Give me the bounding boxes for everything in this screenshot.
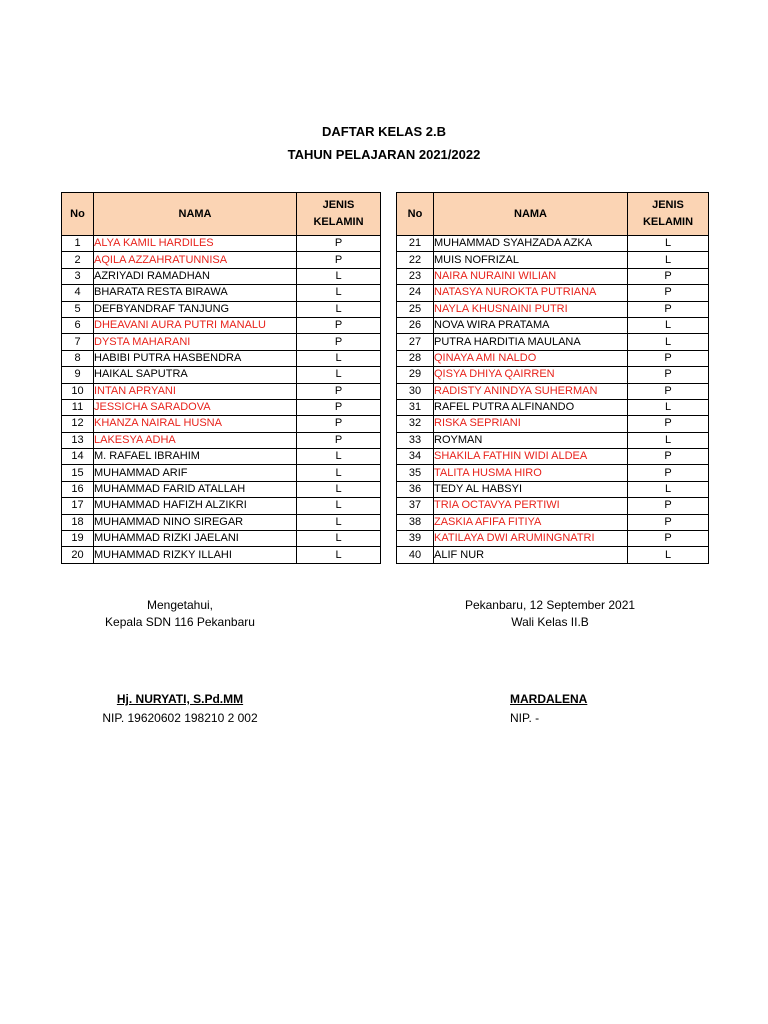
student-gender: P	[297, 317, 381, 333]
header-gender-line1: JENIS	[322, 199, 355, 211]
student-name: QINAYA AMI NALDO	[434, 350, 628, 366]
student-no: 9	[62, 367, 94, 383]
student-name: PUTRA HARDITIA MAULANA	[434, 334, 628, 350]
student-no: 15	[62, 465, 94, 481]
table-row	[397, 252, 709, 268]
table-row	[397, 514, 709, 530]
table-row	[62, 399, 381, 415]
header-name: NAMA	[94, 193, 297, 236]
student-name: TRIA OCTAVYA PERTIWI	[434, 498, 628, 514]
student-gender: L	[297, 514, 381, 530]
table-row	[62, 416, 381, 432]
student-gender: P	[628, 531, 709, 547]
right-signature-line2: Wali Kelas II.B	[511, 615, 589, 629]
student-no: 2	[62, 252, 94, 268]
student-name: MUHAMMAD ARIF	[94, 465, 297, 481]
student-name: SHAKILA FATHIN WIDI ALDEA	[434, 449, 628, 465]
table-row	[397, 236, 709, 252]
student-gender: P	[297, 236, 381, 252]
table-row	[62, 465, 381, 481]
student-gender: P	[628, 465, 709, 481]
header-gender-line2: KELAMIN	[642, 216, 694, 228]
student-no: 36	[397, 481, 434, 497]
student-name: MUIS NOFRIZAL	[434, 252, 628, 268]
student-no: 31	[397, 399, 434, 415]
student-name: HAIKAL SAPUTRA	[94, 367, 297, 383]
student-no: 38	[397, 514, 434, 530]
student-name: INTAN APRYANI	[94, 383, 297, 399]
header-no: No	[62, 193, 94, 236]
right-signatory-nip: NIP. -	[510, 711, 540, 725]
student-name: RISKA SEPRIANI	[434, 416, 628, 432]
table-header-row	[397, 193, 709, 236]
student-name: BHARATA RESTA BIRAWA	[94, 285, 297, 301]
student-gender: L	[628, 317, 709, 333]
table-row	[62, 432, 381, 448]
student-no: 18	[62, 514, 94, 530]
table-row	[62, 367, 381, 383]
student-gender: P	[628, 383, 709, 399]
student-name: KATILAYA DWI ARUMINGNATRI	[434, 531, 628, 547]
table-row	[397, 367, 709, 383]
student-name: NAYLA KHUSNAINI PUTRI	[434, 301, 628, 317]
student-gender: P	[297, 416, 381, 432]
table-row	[62, 383, 381, 399]
table-row	[397, 465, 709, 481]
student-no: 11	[62, 399, 94, 415]
table-row	[397, 285, 709, 301]
student-gender: L	[297, 465, 381, 481]
table-row	[62, 301, 381, 317]
student-no: 21	[397, 236, 434, 252]
student-name: LAKESYA ADHA	[94, 432, 297, 448]
student-no: 3	[62, 268, 94, 284]
student-no: 12	[62, 416, 94, 432]
table-row	[62, 498, 381, 514]
student-gender: P	[297, 252, 381, 268]
student-gender: L	[297, 498, 381, 514]
student-no: 40	[397, 547, 434, 563]
student-name: DHEAVANI AURA PUTRI MANALU	[94, 317, 297, 333]
table-row	[397, 432, 709, 448]
left-signature-line2: Kepala SDN 116 Pekanbaru	[105, 615, 255, 629]
table-row	[397, 268, 709, 284]
student-gender: P	[628, 268, 709, 284]
left-signature-line1: Mengetahui,	[146, 598, 214, 612]
student-name: MUHAMMAD SYAHZADA AZKA	[434, 236, 628, 252]
right-signatory-name: MARDALENA	[510, 692, 588, 706]
student-name: ALIF NUR	[434, 547, 628, 563]
page-subtitle: TAHUN PELAJARAN 2021/2022	[287, 147, 481, 162]
student-no: 32	[397, 416, 434, 432]
student-gender: L	[297, 285, 381, 301]
table-header-row	[62, 193, 381, 236]
student-name: KHANZA NAIRAL HUSNA	[94, 416, 297, 432]
student-no: 25	[397, 301, 434, 317]
student-no: 1	[62, 236, 94, 252]
student-name: AZRIYADI RAMADHAN	[94, 268, 297, 284]
header-gender	[297, 193, 381, 236]
student-no: 6	[62, 317, 94, 333]
table-row	[62, 317, 381, 333]
student-name: DYSTA MAHARANI	[94, 334, 297, 350]
student-name: ZASKIA AFIFA FITIYA	[434, 514, 628, 530]
student-no: 13	[62, 432, 94, 448]
student-gender: L	[628, 547, 709, 563]
student-no: 8	[62, 350, 94, 366]
student-no: 20	[62, 547, 94, 563]
student-name: MUHAMMAD FARID ATALLAH	[94, 481, 297, 497]
student-no: 30	[397, 383, 434, 399]
student-table-right	[396, 192, 709, 564]
student-no: 7	[62, 334, 94, 350]
student-gender: P	[628, 367, 709, 383]
student-no: 26	[397, 317, 434, 333]
student-name: RADISTY ANINDYA SUHERMAN	[434, 383, 628, 399]
table-row	[62, 449, 381, 465]
student-no: 10	[62, 383, 94, 399]
student-name: NAIRA NURAINI WILIAN	[434, 268, 628, 284]
student-name: AQILA AZZAHRATUNNISA	[94, 252, 297, 268]
table-row	[62, 268, 381, 284]
table-row	[62, 514, 381, 530]
student-no: 35	[397, 465, 434, 481]
student-name: TEDY AL HABSYI	[434, 481, 628, 497]
table-row	[62, 547, 381, 563]
student-gender: P	[297, 399, 381, 415]
table-row	[62, 531, 381, 547]
student-no: 5	[62, 301, 94, 317]
student-no: 17	[62, 498, 94, 514]
student-gender: P	[628, 498, 709, 514]
student-gender: L	[297, 481, 381, 497]
right-signature-line1: Pekanbaru, 12 September 2021	[464, 598, 636, 612]
student-table-left	[61, 192, 381, 564]
table-row	[62, 481, 381, 497]
student-gender: L	[297, 449, 381, 465]
table-row	[397, 449, 709, 465]
student-no: 27	[397, 334, 434, 350]
student-gender: P	[628, 514, 709, 530]
table-row	[397, 383, 709, 399]
student-gender: P	[628, 285, 709, 301]
student-gender: L	[297, 350, 381, 366]
student-name: M. RAFAEL IBRAHIM	[94, 449, 297, 465]
table-row	[62, 350, 381, 366]
header-gender-line2: KELAMIN	[313, 216, 364, 228]
student-gender: P	[297, 383, 381, 399]
student-name: MUHAMMAD RIZKY ILLAHI	[94, 547, 297, 563]
table-row	[397, 547, 709, 563]
student-no: 22	[397, 252, 434, 268]
student-gender: L	[297, 547, 381, 563]
student-no: 39	[397, 531, 434, 547]
table-row	[62, 252, 381, 268]
student-no: 19	[62, 531, 94, 547]
student-gender: P	[628, 416, 709, 432]
student-name: HABIBI PUTRA HASBENDRA	[94, 350, 297, 366]
student-no: 34	[397, 449, 434, 465]
header-gender-line1: JENIS	[652, 199, 684, 211]
table-row	[397, 531, 709, 547]
student-gender: L	[297, 367, 381, 383]
student-name: MUHAMMAD RIZKI JAELANI	[94, 531, 297, 547]
student-gender: L	[628, 481, 709, 497]
header-no: No	[397, 193, 434, 236]
student-no: 33	[397, 432, 434, 448]
table-row	[397, 350, 709, 366]
student-no: 24	[397, 285, 434, 301]
student-no: 4	[62, 285, 94, 301]
student-no: 37	[397, 498, 434, 514]
header-gender	[628, 193, 709, 236]
student-gender: P	[628, 449, 709, 465]
table-row	[62, 285, 381, 301]
left-signatory-nip: NIP. 19620602 198210 2 002	[102, 711, 258, 725]
table-row	[397, 416, 709, 432]
student-gender: L	[297, 268, 381, 284]
student-name: ROYMAN	[434, 432, 628, 448]
table-row	[62, 236, 381, 252]
table-row	[397, 334, 709, 350]
page-title: DAFTAR KELAS 2.B	[322, 124, 446, 139]
student-gender: P	[628, 301, 709, 317]
student-gender: L	[628, 334, 709, 350]
student-name: NATASYA NUROKTA PUTRIANA	[434, 285, 628, 301]
student-name: RAFEL PUTRA ALFINANDO	[434, 399, 628, 415]
student-name: QISYA DHIYA QAIRREN	[434, 367, 628, 383]
student-gender: L	[628, 399, 709, 415]
student-rows-left	[62, 236, 381, 564]
student-no: 23	[397, 268, 434, 284]
student-no: 29	[397, 367, 434, 383]
table-row	[397, 399, 709, 415]
student-name: ALYA KAMIL HARDILES	[94, 236, 297, 252]
student-no: 16	[62, 481, 94, 497]
table-row	[397, 317, 709, 333]
student-gender: L	[628, 236, 709, 252]
left-signatory-name: Hj. NURYATI, S.Pd.MM	[116, 692, 244, 706]
table-row	[397, 481, 709, 497]
table-row	[397, 498, 709, 514]
student-gender: L	[297, 531, 381, 547]
table-row	[62, 334, 381, 350]
student-gender: P	[297, 432, 381, 448]
student-gender: P	[297, 334, 381, 350]
student-no: 14	[62, 449, 94, 465]
student-gender: L	[628, 432, 709, 448]
student-name: JESSICHA SARADOVA	[94, 399, 297, 415]
student-name: NOVA WIRA PRATAMA	[434, 317, 628, 333]
student-name: TALITA HUSMA HIRO	[434, 465, 628, 481]
student-name: DEFBYANDRAF TANJUNG	[94, 301, 297, 317]
student-rows-right	[397, 236, 709, 564]
header-name: NAMA	[434, 193, 628, 236]
student-gender: P	[628, 350, 709, 366]
table-row	[397, 301, 709, 317]
student-name: MUHAMMAD NINO SIREGAR	[94, 514, 297, 530]
student-gender: L	[628, 252, 709, 268]
student-no: 28	[397, 350, 434, 366]
student-name: MUHAMMAD HAFIZH ALZIKRI	[94, 498, 297, 514]
student-gender: L	[297, 301, 381, 317]
